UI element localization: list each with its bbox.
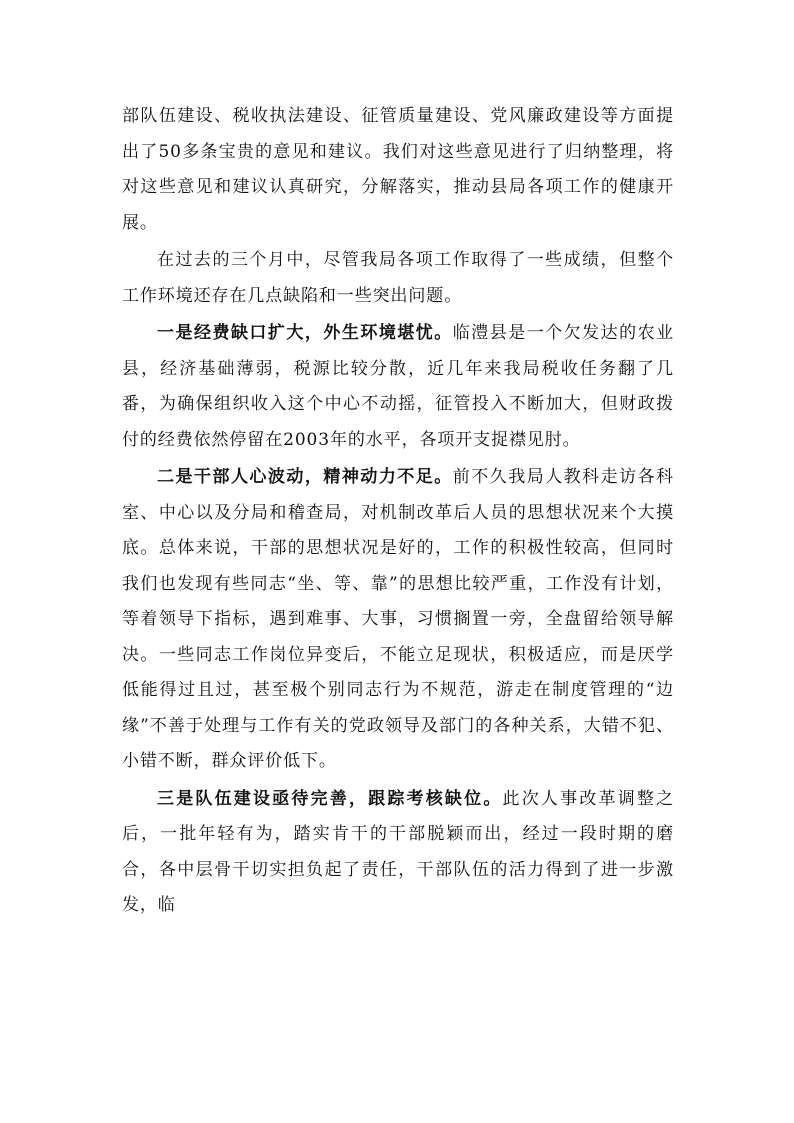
paragraph-2 xyxy=(122,243,674,314)
paragraph-5-lead: 三是队伍建设亟待完善，跟踪考核缺位。 xyxy=(157,788,503,809)
paragraph-1-text: 部队伍建设、税收执法建设、征管质量建设、党风廉政建设等方面提出了50多条宝贵的意见和建议。我们对这些意见进行了归纳整理，将对这些意见和建议认真研究，分解落实，推动县局各项工作的健康开展。 xyxy=(122,106,674,233)
body-text xyxy=(122,99,674,924)
paragraph-5 xyxy=(122,782,674,924)
paragraph-2-text: 在过去的三个月中，尽管我局各项工作取得了一些成绩，但整个工作环境还存在几点缺陷和一些突出问题。 xyxy=(122,250,674,306)
paragraph-4 xyxy=(122,460,674,780)
paragraph-4-text: 前不久我局人教科走访各科室、中心以及分局和稽查局，对机制改革后人员的思想状况来个大摸底。总体来说，干部的思想状况是好的，工作的积极性较高，但同时我们也发现有些同志“坐、等、靠”的思想比较严重，工作没有计划，等着领导下指标，遇到难事、大事，习惯搁置一旁，全盘留给领导解决。一些同志工作岗位异变后，不能立足现状，积极适应，而是厌学低能得过且过，甚至极个别同志行为不规范，游走在制度管理的“边缘”不善于处理与工作有关的党政领导及部门的各种关系，大错不犯、小错不断，群众评价低下。 xyxy=(122,467,674,771)
paragraph-5-text: 此次人事改革调整之后，一批年轻有为，踏实肯干的干部脱颖而出，经过一段时期的磨合，各中层骨干切实担负起了责任，干部队伍的活力得到了进一步激发，临 xyxy=(122,788,674,915)
paragraph-3 xyxy=(122,316,674,458)
paragraph-3-text: 临澧县是一个欠发达的农业县，经济基础薄弱，税源比较分散，近几年来我局税收任务翻了几番，为确保组织收入这个中心不动摇，征管投入不断加大，但财政拨付的经费依然停留在2003年的水平，各项开支捉襟见肘。 xyxy=(122,323,674,450)
paragraph-3-lead: 一是经费缺口扩大，外生环境堪忧。 xyxy=(157,323,453,343)
paragraph-1 xyxy=(122,99,674,241)
paragraph-4-lead: 二是干部人心波动，精神动力不足。 xyxy=(157,467,453,487)
